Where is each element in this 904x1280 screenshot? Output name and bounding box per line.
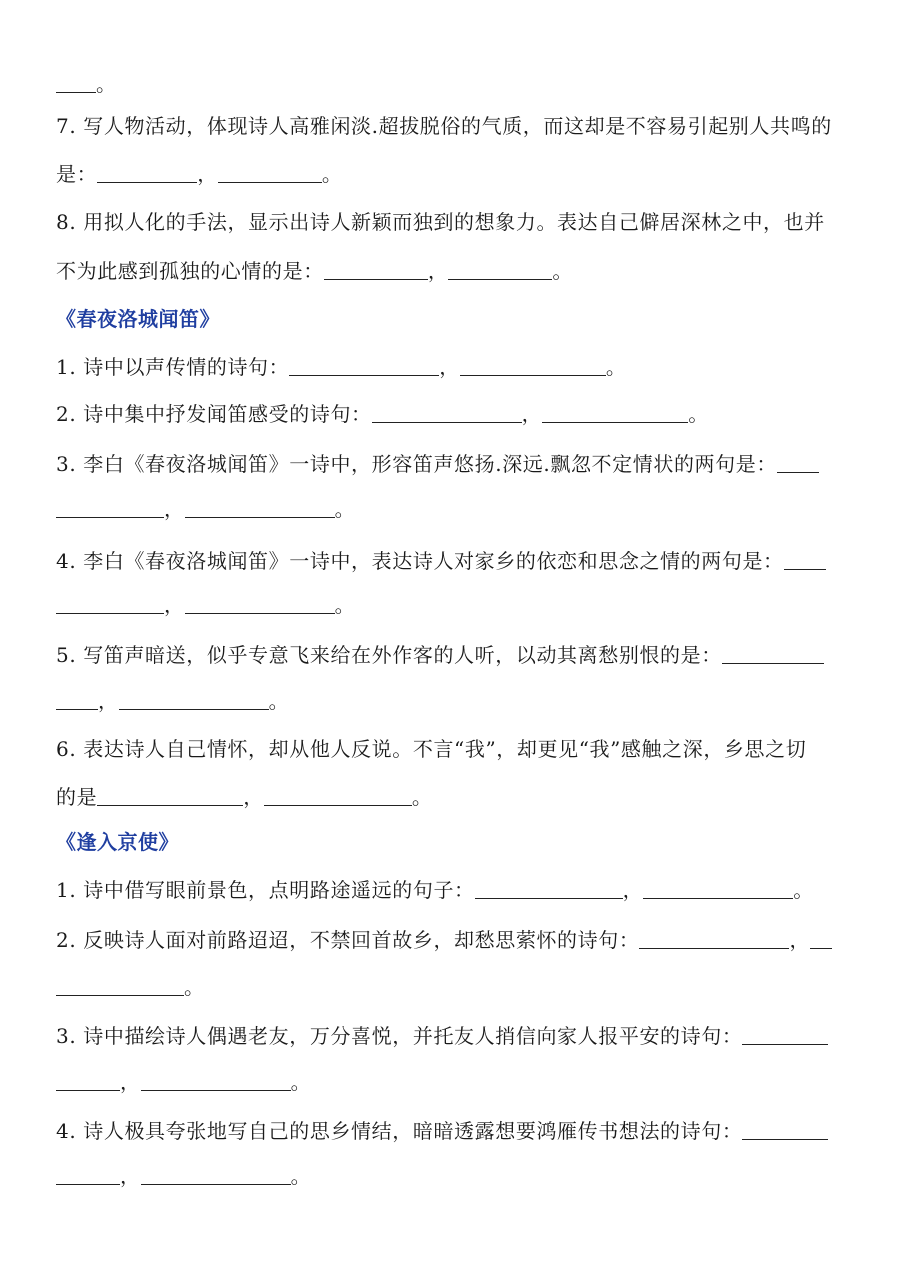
section-heading <box>56 828 179 856</box>
question-text: 4. 诗人极具夸张地写自己的思乡情结，暗暗透露想要鸿雁传书想法的诗句： <box>56 1119 743 1143</box>
answer-blank[interactable] <box>119 689 269 710</box>
question-text: 。 <box>321 162 343 186</box>
question-text: 。 <box>290 1070 312 1094</box>
question-text: ， <box>164 593 185 617</box>
question-text: 。 <box>334 593 356 617</box>
question-text: 不为此感到孤独的心情的是： <box>56 259 324 283</box>
question-text: ， <box>243 785 264 809</box>
answer-blank[interactable] <box>722 643 824 664</box>
answer-blank[interactable] <box>56 497 164 518</box>
question-text: 。 <box>184 975 205 999</box>
question-line <box>56 400 709 428</box>
question-text: 。 <box>411 785 433 809</box>
question-text: 4. 李白《春夜洛城闻笛》一诗中，表达诗人对家乡的依恋和思念之情的两句是： <box>56 549 784 573</box>
answer-blank[interactable] <box>324 259 428 280</box>
answer-blank[interactable] <box>185 593 335 614</box>
question-text: ， <box>622 878 644 902</box>
question-text: ， <box>98 689 119 713</box>
question-text: 。 <box>268 689 290 713</box>
question-line <box>56 591 355 619</box>
question-line <box>56 735 806 763</box>
answer-blank[interactable] <box>542 402 688 423</box>
question-line <box>56 208 825 236</box>
answer-blank[interactable] <box>97 162 197 183</box>
question-line <box>56 1068 311 1096</box>
question-text: ， <box>120 1070 141 1094</box>
answer-blank[interactable] <box>56 689 98 710</box>
question-line <box>56 1022 828 1050</box>
question-text: ， <box>521 402 543 426</box>
question-line <box>56 926 832 954</box>
answer-blank[interactable] <box>56 72 96 93</box>
question-text: 。 <box>605 355 627 379</box>
section-heading <box>56 305 220 333</box>
question-text: ， <box>439 355 460 379</box>
answer-blank[interactable] <box>475 878 623 899</box>
question-line <box>56 353 626 381</box>
question-text: 。 <box>290 1164 312 1188</box>
question-text: 1. 诗中以声传情的诗句： <box>56 355 290 379</box>
question-text: ， <box>120 1164 141 1188</box>
question-line <box>56 257 573 285</box>
answer-blank[interactable] <box>639 928 789 949</box>
answer-blank[interactable] <box>742 1119 828 1140</box>
question-line <box>56 687 289 715</box>
section-title: 《春夜洛城闻笛》 <box>56 307 220 331</box>
question-line <box>56 450 819 478</box>
question-line <box>56 70 117 98</box>
question-line <box>56 876 814 904</box>
answer-blank[interactable] <box>56 593 164 614</box>
answer-blank[interactable] <box>185 497 335 518</box>
answer-blank[interactable] <box>742 1024 828 1045</box>
question-line <box>56 1117 828 1145</box>
answer-blank[interactable] <box>784 549 826 570</box>
answer-blank[interactable] <box>218 162 322 183</box>
question-text: 。 <box>334 497 356 521</box>
section-title: 《逢入京使》 <box>56 830 179 854</box>
question-text: 。 <box>552 259 574 283</box>
answer-blank[interactable] <box>460 355 606 376</box>
answer-blank[interactable] <box>264 785 412 806</box>
question-line <box>56 112 832 140</box>
answer-blank[interactable] <box>56 1164 120 1185</box>
answer-blank[interactable] <box>141 1070 291 1091</box>
question-line <box>56 495 355 523</box>
answer-blank[interactable] <box>372 402 522 423</box>
question-text: 8. 用拟人化的手法，显示出诗人新颖而独到的想象力。表达自己僻居深林之中，也并 <box>56 210 825 234</box>
question-text: 。 <box>96 72 117 96</box>
question-text: 。 <box>793 878 814 902</box>
question-line <box>56 783 432 811</box>
answer-blank[interactable] <box>56 975 184 996</box>
question-line <box>56 973 205 1001</box>
question-text: ， <box>427 259 449 283</box>
question-text: 6. 表达诗人自己情怀，却从他人反说。不言“我”，却更见“我”感触之深，乡思之切 <box>56 737 807 761</box>
answer-blank[interactable] <box>777 452 819 473</box>
answer-blank[interactable] <box>141 1164 291 1185</box>
question-text: ， <box>197 162 218 186</box>
answer-blank[interactable] <box>289 355 439 376</box>
answer-blank[interactable] <box>448 259 552 280</box>
question-text: ， <box>164 497 185 521</box>
question-text: 1. 诗中借写眼前景色，点明路途遥远的句子： <box>56 878 475 902</box>
question-text: ， <box>789 928 811 952</box>
question-text: 2. 反映诗人面对前路迢迢，不禁回首故乡，却愁思萦怀的诗句： <box>56 928 640 952</box>
question-line <box>56 641 824 669</box>
answer-blank[interactable] <box>56 1070 120 1091</box>
question-text: 2. 诗中集中抒发闻笛感受的诗句： <box>56 402 372 426</box>
question-text: 3. 诗中描绘诗人偶遇老友，万分喜悦，并托友人捎信向家人报平安的诗句： <box>56 1024 743 1048</box>
question-text: 的是 <box>56 785 98 809</box>
question-text: 5. 写笛声暗送，似乎专意飞来给在外作客的人听，以动其离愁别恨的是： <box>56 643 722 667</box>
answer-blank[interactable] <box>643 878 793 899</box>
question-line <box>56 547 826 575</box>
question-text: 。 <box>688 402 709 426</box>
question-line <box>56 160 342 188</box>
answer-blank[interactable] <box>810 928 832 949</box>
answer-blank[interactable] <box>97 785 243 806</box>
question-text: 3. 李白《春夜洛城闻笛》一诗中，形容笛声悠扬.深远.飘忽不定情状的两句是： <box>56 452 777 476</box>
question-line <box>56 1162 311 1190</box>
question-text: 是： <box>56 162 98 186</box>
question-text: 7. 写人物活动，体现诗人高雅闲淡.超拔脱俗的气质，而这却是不容易引起别人共鸣的 <box>56 114 832 138</box>
